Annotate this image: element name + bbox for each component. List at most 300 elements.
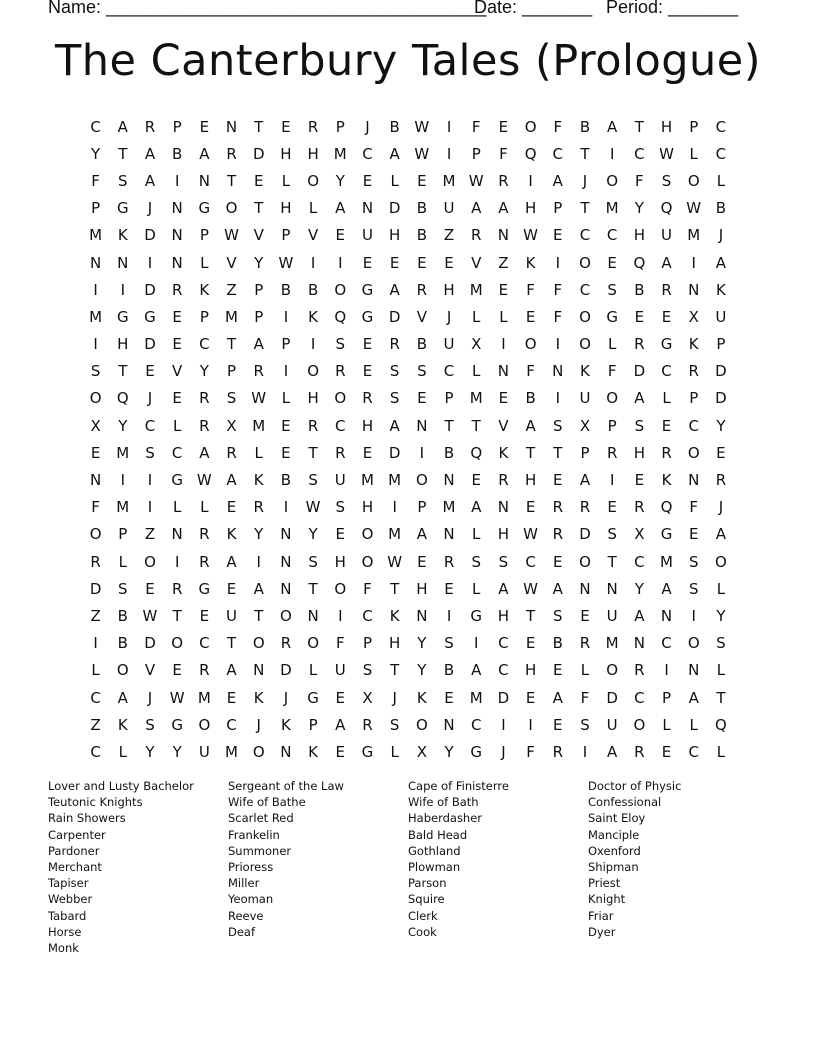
grid-letter[interactable]: L: [472, 362, 481, 381]
grid-letter[interactable]: I: [474, 634, 479, 653]
grid-letter[interactable]: O: [334, 579, 347, 598]
grid-letter[interactable]: V: [307, 226, 319, 245]
grid-letter[interactable]: U: [334, 661, 346, 680]
grid-letter[interactable]: J: [718, 498, 724, 517]
grid-letter[interactable]: F: [363, 579, 372, 598]
grid-letter[interactable]: G: [660, 335, 673, 354]
grid-letter[interactable]: I: [691, 606, 696, 625]
grid-letter[interactable]: E: [172, 389, 182, 408]
grid-letter[interactable]: S: [553, 416, 563, 435]
grid-letter[interactable]: E: [335, 226, 346, 245]
grid-letter[interactable]: I: [555, 335, 560, 354]
grid-letter[interactable]: Q: [470, 443, 483, 462]
grid-letter[interactable]: E: [580, 606, 590, 625]
grid-letter[interactable]: U: [361, 226, 373, 245]
grid-letter[interactable]: X: [226, 416, 237, 435]
grid-letter[interactable]: C: [661, 634, 672, 653]
grid-letter[interactable]: E: [417, 171, 427, 190]
grid-letter[interactable]: I: [582, 742, 588, 761]
grid-letter[interactable]: O: [252, 742, 265, 761]
grid-letter[interactable]: E: [471, 471, 481, 490]
grid-letter[interactable]: I: [419, 443, 425, 462]
grid-letter[interactable]: H: [361, 416, 374, 435]
grid-letter[interactable]: M: [687, 226, 701, 245]
grid-letter[interactable]: M: [360, 471, 374, 490]
grid-letter[interactable]: N: [171, 226, 183, 245]
grid-letter[interactable]: T: [634, 117, 644, 136]
grid-letter[interactable]: O: [687, 443, 700, 462]
grid-letter[interactable]: L: [390, 742, 399, 761]
grid-letter[interactable]: H: [117, 335, 129, 354]
grid-letter[interactable]: J: [365, 117, 370, 136]
grid-letter[interactable]: H: [524, 471, 537, 490]
grid-letter[interactable]: A: [335, 715, 346, 734]
grid-letter[interactable]: G: [470, 606, 483, 625]
grid-letter[interactable]: M: [116, 498, 130, 517]
grid-letter[interactable]: C: [199, 634, 210, 653]
grid-letter[interactable]: L: [172, 416, 182, 435]
grid-letter[interactable]: M: [442, 498, 456, 517]
grid-letter[interactable]: E: [716, 443, 726, 462]
grid-letter[interactable]: O: [579, 253, 591, 272]
grid-letter[interactable]: O: [579, 552, 591, 571]
grid-letter[interactable]: T: [172, 606, 182, 625]
grid-letter[interactable]: I: [256, 552, 261, 571]
grid-letter[interactable]: A: [552, 171, 563, 190]
grid-letter[interactable]: X: [688, 307, 699, 326]
grid-letter[interactable]: C: [90, 117, 101, 136]
grid-letter[interactable]: S: [553, 606, 563, 625]
name-field[interactable]: Name: ______________________________________: [48, 0, 487, 17]
grid-letter[interactable]: H: [524, 661, 537, 680]
grid-letter[interactable]: O: [579, 307, 591, 326]
grid-letter[interactable]: C: [199, 335, 210, 354]
grid-letter[interactable]: O: [225, 199, 238, 218]
grid-letter[interactable]: R: [280, 634, 292, 653]
grid-letter[interactable]: R: [715, 471, 727, 490]
grid-letter[interactable]: T: [607, 552, 617, 571]
grid-letter[interactable]: C: [498, 661, 509, 680]
grid-letter[interactable]: W: [142, 606, 158, 625]
grid-letter[interactable]: M: [605, 634, 619, 653]
grid-letter[interactable]: J: [582, 171, 588, 190]
grid-letter[interactable]: S: [335, 335, 346, 354]
grid-letter[interactable]: N: [307, 606, 319, 625]
grid-letter[interactable]: T: [118, 362, 128, 381]
grid-letter[interactable]: D: [280, 661, 292, 680]
grid-letter[interactable]: R: [579, 498, 591, 517]
grid-letter[interactable]: H: [361, 498, 374, 517]
grid-letter[interactable]: F: [499, 144, 508, 163]
grid-letter[interactable]: Y: [199, 362, 209, 381]
grid-letter[interactable]: A: [715, 525, 727, 544]
grid-letter[interactable]: K: [253, 688, 264, 707]
grid-letter[interactable]: N: [660, 606, 673, 625]
grid-letter[interactable]: C: [579, 226, 591, 245]
grid-letter[interactable]: K: [416, 688, 427, 707]
grid-letter[interactable]: A: [389, 144, 400, 163]
grid-letter[interactable]: D: [89, 579, 102, 598]
grid-letter[interactable]: K: [308, 742, 319, 761]
grid-letter[interactable]: M: [225, 307, 238, 326]
grid-letter[interactable]: K: [661, 471, 672, 490]
grid-letter[interactable]: R: [335, 362, 346, 381]
grid-letter[interactable]: W: [251, 389, 267, 408]
grid-letter[interactable]: S: [118, 579, 128, 598]
grid-letter[interactable]: G: [606, 307, 618, 326]
grid-letter[interactable]: H: [307, 144, 319, 163]
grid-letter[interactable]: T: [254, 117, 264, 136]
grid-letter[interactable]: B: [117, 606, 128, 625]
grid-letter[interactable]: B: [525, 389, 536, 408]
grid-letter[interactable]: E: [362, 335, 373, 354]
grid-letter[interactable]: R: [171, 579, 183, 598]
grid-letter[interactable]: I: [174, 171, 180, 190]
grid-letter[interactable]: T: [716, 688, 726, 707]
grid-letter[interactable]: M: [388, 525, 402, 544]
grid-letter[interactable]: T: [526, 606, 536, 625]
grid-letter[interactable]: W: [278, 253, 294, 272]
grid-letter[interactable]: K: [498, 443, 509, 462]
grid-letter[interactable]: O: [89, 389, 102, 408]
grid-letter[interactable]: G: [361, 742, 374, 761]
grid-letter[interactable]: K: [253, 471, 264, 490]
grid-letter[interactable]: B: [117, 634, 128, 653]
grid-letter[interactable]: R: [498, 171, 509, 190]
grid-letter[interactable]: R: [226, 443, 237, 462]
grid-letter[interactable]: P: [580, 443, 590, 462]
grid-letter[interactable]: M: [469, 389, 483, 408]
grid-letter[interactable]: J: [147, 688, 153, 707]
grid-letter[interactable]: L: [716, 661, 726, 680]
grid-letter[interactable]: R: [335, 443, 346, 462]
grid-letter[interactable]: I: [283, 362, 289, 381]
grid-letter[interactable]: X: [416, 742, 427, 761]
grid-letter[interactable]: J: [501, 742, 506, 761]
grid-letter[interactable]: N: [171, 253, 183, 272]
grid-letter[interactable]: O: [198, 715, 211, 734]
grid-letter[interactable]: X: [471, 335, 482, 354]
grid-letter[interactable]: M: [605, 199, 619, 218]
grid-letter[interactable]: E: [199, 117, 210, 136]
grid-letter[interactable]: O: [171, 634, 184, 653]
grid-letter[interactable]: H: [633, 443, 645, 462]
grid-letter[interactable]: C: [634, 552, 645, 571]
grid-letter[interactable]: E: [525, 498, 536, 517]
grid-letter[interactable]: I: [664, 661, 669, 680]
grid-letter[interactable]: N: [253, 661, 265, 680]
grid-letter[interactable]: E: [172, 307, 182, 326]
grid-letter[interactable]: E: [498, 280, 509, 299]
grid-letter[interactable]: L: [118, 552, 127, 571]
grid-letter[interactable]: H: [497, 525, 510, 544]
grid-letter[interactable]: J: [256, 715, 261, 734]
grid-letter[interactable]: A: [117, 688, 128, 707]
grid-letter[interactable]: L: [200, 498, 209, 517]
grid-letter[interactable]: I: [120, 471, 125, 490]
grid-letter[interactable]: C: [498, 634, 509, 653]
grid-letter[interactable]: O: [633, 715, 646, 734]
grid-letter[interactable]: J: [718, 226, 724, 245]
grid-letter[interactable]: P: [553, 199, 563, 218]
grid-letter[interactable]: P: [662, 688, 672, 707]
grid-letter[interactable]: P: [281, 335, 291, 354]
grid-letter[interactable]: S: [308, 552, 318, 571]
grid-letter[interactable]: I: [147, 498, 153, 517]
grid-letter[interactable]: U: [443, 199, 455, 218]
grid-letter[interactable]: F: [635, 171, 644, 190]
grid-letter[interactable]: C: [634, 688, 645, 707]
grid-letter[interactable]: E: [525, 634, 536, 653]
grid-letter[interactable]: H: [389, 226, 401, 245]
grid-letter[interactable]: G: [116, 307, 129, 326]
grid-letter[interactable]: S: [308, 471, 318, 490]
grid-letter[interactable]: A: [471, 199, 482, 218]
grid-letter[interactable]: L: [390, 171, 399, 190]
grid-letter[interactable]: G: [470, 742, 483, 761]
grid-letter[interactable]: L: [281, 171, 291, 190]
grid-letter[interactable]: N: [280, 525, 292, 544]
grid-letter[interactable]: A: [199, 443, 210, 462]
grid-letter[interactable]: S: [389, 362, 400, 381]
grid-letter[interactable]: B: [552, 634, 563, 653]
grid-letter[interactable]: S: [688, 579, 699, 598]
grid-letter[interactable]: C: [525, 552, 536, 571]
grid-letter[interactable]: K: [308, 307, 319, 326]
grid-letter[interactable]: I: [174, 552, 180, 571]
grid-letter[interactable]: A: [634, 389, 645, 408]
grid-letter[interactable]: D: [144, 280, 156, 299]
grid-letter[interactable]: M: [225, 742, 238, 761]
grid-letter[interactable]: E: [335, 688, 346, 707]
grid-letter[interactable]: L: [308, 199, 318, 218]
grid-letter[interactable]: O: [687, 171, 700, 190]
grid-letter[interactable]: E: [172, 661, 182, 680]
grid-letter[interactable]: K: [389, 606, 400, 625]
grid-letter[interactable]: T: [580, 199, 590, 218]
grid-letter[interactable]: N: [117, 253, 129, 272]
grid-letter[interactable]: Y: [254, 525, 264, 544]
grid-letter[interactable]: I: [609, 144, 615, 163]
grid-letter[interactable]: E: [661, 742, 672, 761]
grid-letter[interactable]: N: [171, 199, 183, 218]
grid-letter[interactable]: L: [716, 742, 726, 761]
grid-letter[interactable]: H: [633, 226, 645, 245]
grid-letter[interactable]: Y: [716, 416, 726, 435]
grid-letter[interactable]: E: [199, 606, 210, 625]
grid-letter[interactable]: K: [580, 362, 590, 381]
grid-letter[interactable]: P: [308, 715, 318, 734]
grid-letter[interactable]: C: [661, 362, 672, 381]
grid-letter[interactable]: N: [89, 471, 102, 490]
grid-letter[interactable]: S: [634, 416, 645, 435]
grid-letter[interactable]: U: [226, 606, 238, 625]
grid-letter[interactable]: L: [472, 307, 481, 326]
grid-letter[interactable]: K: [715, 280, 726, 299]
grid-letter[interactable]: Z: [90, 606, 101, 625]
grid-letter[interactable]: V: [172, 362, 183, 381]
grid-letter[interactable]: F: [553, 117, 563, 136]
grid-letter[interactable]: M: [252, 416, 266, 435]
grid-letter[interactable]: N: [688, 661, 700, 680]
grid-letter[interactable]: G: [198, 579, 211, 598]
grid-letter[interactable]: R: [634, 498, 645, 517]
grid-letter[interactable]: S: [335, 498, 346, 517]
grid-letter[interactable]: L: [689, 144, 698, 163]
grid-letter[interactable]: A: [226, 471, 237, 490]
grid-letter[interactable]: A: [253, 579, 264, 598]
grid-letter[interactable]: A: [498, 199, 509, 218]
grid-letter[interactable]: I: [310, 253, 316, 272]
grid-letter[interactable]: T: [580, 144, 590, 163]
grid-letter[interactable]: A: [715, 253, 727, 272]
grid-letter[interactable]: E: [335, 525, 346, 544]
grid-letter[interactable]: E: [145, 362, 155, 381]
grid-letter[interactable]: O: [307, 634, 319, 653]
grid-letter[interactable]: H: [280, 199, 292, 218]
grid-letter[interactable]: E: [172, 335, 182, 354]
grid-letter[interactable]: T: [444, 416, 454, 435]
grid-letter[interactable]: L: [200, 253, 209, 272]
grid-letter[interactable]: W: [414, 117, 430, 136]
grid-letter[interactable]: Q: [660, 498, 673, 517]
grid-letter[interactable]: Y: [634, 199, 644, 218]
grid-letter[interactable]: Q: [715, 715, 727, 734]
grid-letter[interactable]: N: [89, 253, 102, 272]
grid-letter[interactable]: A: [607, 742, 618, 761]
grid-letter[interactable]: O: [334, 280, 347, 299]
grid-letter[interactable]: B: [634, 280, 645, 299]
grid-letter[interactable]: M: [442, 171, 456, 190]
grid-letter[interactable]: R: [634, 335, 645, 354]
grid-letter[interactable]: B: [280, 471, 292, 490]
grid-letter[interactable]: E: [335, 742, 346, 761]
grid-letter[interactable]: E: [553, 552, 563, 571]
grid-letter[interactable]: E: [607, 498, 617, 517]
grid-letter[interactable]: A: [579, 471, 591, 490]
grid-letter[interactable]: D: [388, 307, 401, 326]
grid-letter[interactable]: B: [579, 117, 591, 136]
grid-letter[interactable]: L: [172, 498, 182, 517]
grid-letter[interactable]: Y: [417, 661, 427, 680]
grid-letter[interactable]: D: [633, 362, 646, 381]
grid-letter[interactable]: D: [144, 634, 156, 653]
grid-letter[interactable]: R: [606, 443, 618, 462]
grid-letter[interactable]: C: [144, 416, 156, 435]
grid-letter[interactable]: D: [715, 362, 727, 381]
grid-letter[interactable]: F: [526, 280, 535, 299]
grid-letter[interactable]: H: [334, 552, 346, 571]
grid-letter[interactable]: E: [226, 498, 237, 517]
date-field[interactable]: Date: _______: [474, 0, 593, 17]
grid-letter[interactable]: N: [606, 579, 618, 598]
grid-letter[interactable]: Y: [254, 253, 264, 272]
grid-letter[interactable]: Y: [145, 742, 155, 761]
grid-letter[interactable]: T: [390, 661, 400, 680]
grid-letter[interactable]: H: [443, 280, 455, 299]
grid-letter[interactable]: R: [253, 362, 264, 381]
grid-letter[interactable]: H: [416, 579, 428, 598]
grid-letter[interactable]: Y: [91, 144, 101, 163]
grid-letter[interactable]: F: [553, 280, 563, 299]
grid-letter[interactable]: E: [444, 688, 454, 707]
grid-letter[interactable]: K: [280, 715, 291, 734]
grid-letter[interactable]: M: [116, 443, 130, 462]
grid-letter[interactable]: C: [688, 742, 699, 761]
grid-letter[interactable]: T: [226, 335, 237, 354]
grid-letter[interactable]: Y: [172, 742, 182, 761]
grid-letter[interactable]: K: [688, 335, 699, 354]
grid-letter[interactable]: S: [145, 715, 155, 734]
grid-letter[interactable]: F: [335, 634, 345, 653]
grid-letter[interactable]: O: [524, 117, 537, 136]
grid-letter[interactable]: U: [606, 606, 618, 625]
grid-letter[interactable]: T: [390, 579, 400, 598]
grid-letter[interactable]: T: [471, 416, 481, 435]
grid-letter[interactable]: N: [280, 742, 292, 761]
grid-letter[interactable]: E: [226, 579, 237, 598]
grid-letter[interactable]: A: [634, 606, 645, 625]
grid-letter[interactable]: D: [497, 688, 510, 707]
grid-letter[interactable]: I: [555, 253, 560, 272]
period-field[interactable]: Period: _______: [606, 0, 739, 17]
grid-letter[interactable]: O: [252, 634, 265, 653]
grid-letter[interactable]: N: [416, 416, 428, 435]
grid-letter[interactable]: U: [198, 742, 210, 761]
grid-letter[interactable]: N: [552, 362, 564, 381]
grid-letter[interactable]: R: [579, 634, 591, 653]
grid-letter[interactable]: T: [526, 443, 536, 462]
grid-letter[interactable]: I: [446, 144, 452, 163]
grid-letter[interactable]: A: [688, 688, 699, 707]
grid-letter[interactable]: R: [498, 471, 509, 490]
grid-letter[interactable]: D: [144, 335, 156, 354]
grid-letter[interactable]: N: [443, 471, 455, 490]
grid-letter[interactable]: Q: [660, 199, 673, 218]
grid-letter[interactable]: E: [444, 579, 454, 598]
grid-letter[interactable]: V: [226, 253, 237, 272]
grid-letter[interactable]: A: [389, 416, 400, 435]
grid-letter[interactable]: B: [416, 226, 427, 245]
grid-letter[interactable]: E: [525, 307, 536, 326]
grid-letter[interactable]: E: [417, 389, 427, 408]
grid-letter[interactable]: I: [93, 335, 98, 354]
grid-letter[interactable]: N: [497, 362, 510, 381]
grid-letter[interactable]: X: [362, 688, 373, 707]
grid-letter[interactable]: E: [498, 117, 509, 136]
grid-letter[interactable]: R: [90, 552, 101, 571]
grid-letter[interactable]: L: [662, 389, 671, 408]
grid-letter[interactable]: R: [362, 389, 373, 408]
grid-letter[interactable]: R: [307, 416, 319, 435]
grid-letter[interactable]: O: [415, 471, 428, 490]
grid-letter[interactable]: N: [416, 606, 428, 625]
grid-letter[interactable]: P: [335, 117, 345, 136]
grid-letter[interactable]: O: [334, 389, 347, 408]
grid-letter[interactable]: W: [387, 552, 403, 571]
grid-letter[interactable]: C: [606, 226, 618, 245]
grid-letter[interactable]: M: [469, 280, 483, 299]
grid-letter[interactable]: L: [499, 307, 508, 326]
grid-letter[interactable]: P: [444, 389, 454, 408]
grid-letter[interactable]: I: [609, 471, 615, 490]
grid-letter[interactable]: C: [688, 416, 699, 435]
grid-letter[interactable]: G: [361, 307, 374, 326]
grid-letter[interactable]: H: [307, 389, 319, 408]
grid-letter[interactable]: Z: [90, 715, 101, 734]
grid-letter[interactable]: C: [470, 715, 482, 734]
grid-letter[interactable]: T: [254, 199, 264, 218]
